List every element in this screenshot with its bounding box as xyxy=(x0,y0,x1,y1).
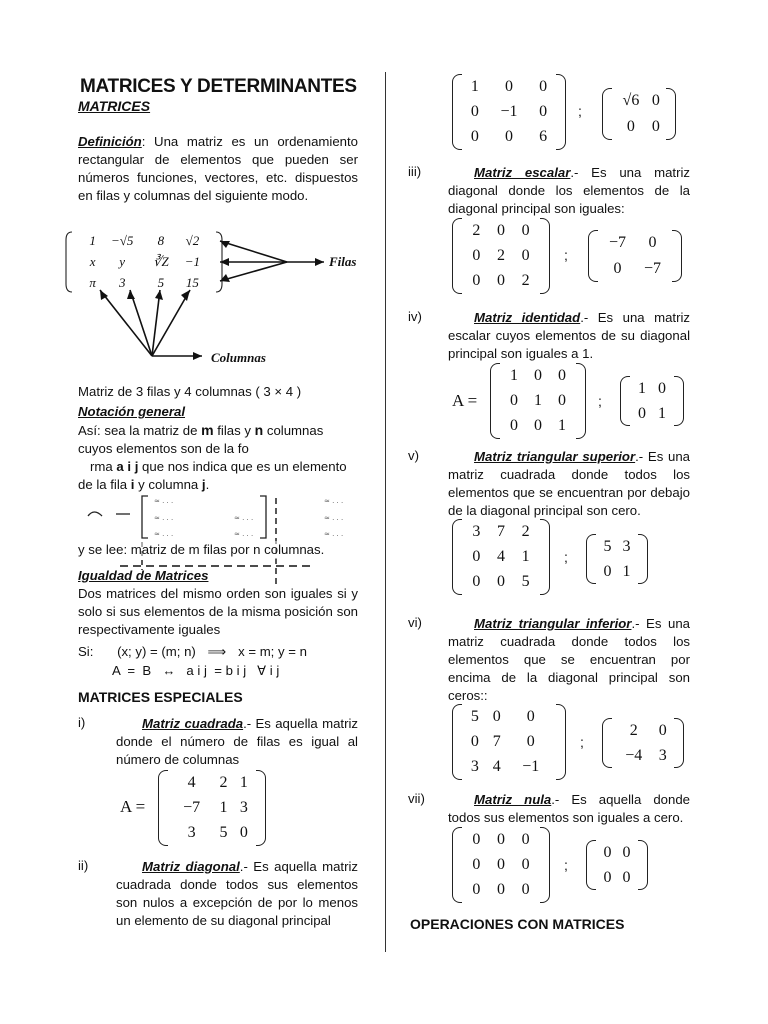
cell: 7 xyxy=(492,732,501,750)
size-text: Matriz de 3 filas y 4 columnas ( 3 × 4 ) xyxy=(78,384,302,399)
svg-text:≈ . . .: ≈ . . . xyxy=(324,530,344,538)
example-matrix-table xyxy=(86,230,208,294)
notation-line-4 xyxy=(78,476,358,494)
example-matrix xyxy=(74,230,220,294)
cell: 3 xyxy=(470,758,479,776)
cell: 0 xyxy=(472,272,481,290)
cell: 0 xyxy=(534,366,542,384)
cell: 2 xyxy=(472,221,481,239)
si-label: Si: xyxy=(78,644,94,659)
cell: 0 xyxy=(496,881,505,899)
cell: −1 xyxy=(522,758,540,776)
item-v-description: .- Es una matriz cuadrada donde todos los elementos que se encuentran por debajo de la diagonal principal son cero. xyxy=(448,449,691,518)
item-ii-term: Matriz diagonal xyxy=(142,859,240,874)
cell: 4 xyxy=(496,547,505,565)
cell: 1 xyxy=(510,366,518,384)
item-vi-number: vi) xyxy=(408,615,422,630)
cell: 4 xyxy=(492,758,501,776)
item-vi-term: Matriz triangular inferior xyxy=(474,616,632,631)
cell: 3 xyxy=(658,746,667,764)
item-iv-description: .- Es una matriz escalar cuyos elementos de su diagonal principal son iguales a 1. xyxy=(448,310,691,361)
cell: 0 xyxy=(658,379,666,397)
matrix-diagonal xyxy=(452,74,566,150)
notation-paragraph xyxy=(78,421,358,494)
definition-term: Definición xyxy=(78,134,142,149)
cell: 0 xyxy=(472,547,481,565)
separator: ; xyxy=(578,103,582,119)
matrix-triangular-superior-2x2 xyxy=(586,534,648,584)
cell: 5 xyxy=(603,537,612,555)
cell: √6 xyxy=(622,92,640,109)
cell: 0 xyxy=(651,118,660,135)
cell: 8 xyxy=(157,232,165,248)
matrix-escalar-2x2 xyxy=(588,230,682,282)
cell: 0 xyxy=(603,868,612,886)
cell: 5 xyxy=(521,573,530,591)
cell: 0 xyxy=(521,830,530,848)
special-heading: MATRICES ESPECIALES xyxy=(78,689,243,705)
cell: 0 xyxy=(613,260,622,277)
item-vi-text xyxy=(448,615,690,705)
cell: 0 xyxy=(496,272,505,290)
text: Así: sea la matriz de xyxy=(78,423,202,438)
cell: π xyxy=(89,275,96,291)
cell: 0 xyxy=(492,707,501,725)
matrix-cuadrada xyxy=(158,770,266,846)
item-i-number: i) xyxy=(78,715,86,730)
cell: 2 xyxy=(521,272,530,290)
item-ii-text xyxy=(116,858,358,930)
item-ii-description: .- Es aquella matriz cuadrada donde todos sus elementos son nulos a excepción de por lo menos un elemento de su diagonal principal xyxy=(116,859,359,928)
separator: ; xyxy=(580,734,584,750)
symbol-j: j xyxy=(201,477,206,492)
cell: 0 xyxy=(521,221,530,239)
svg-text:≈ . . .: ≈ . . . xyxy=(154,530,174,538)
cell: 0 xyxy=(472,881,481,899)
cell: −4 xyxy=(625,746,643,764)
item-vii-description: .- Es aquella donde todos sus elementos son iguales a cero. xyxy=(448,792,691,825)
cell: 2 xyxy=(496,246,505,264)
text: y columna xyxy=(134,477,202,492)
text: que nos indica que es un elemento xyxy=(138,459,347,474)
cell: 0 xyxy=(526,732,535,750)
item-iii-term: Matriz escalar xyxy=(474,165,571,180)
cell: −1 xyxy=(500,102,518,120)
cell: 0 xyxy=(510,417,518,435)
notation-line-3 xyxy=(78,458,358,476)
cell: 0 xyxy=(472,830,481,848)
cell: −7 xyxy=(608,234,627,251)
cell: ∛Z xyxy=(153,253,169,269)
implies-icon: ⟹ xyxy=(207,644,227,659)
notation-line-2: cuyos elementos son de la fo xyxy=(78,441,249,456)
matrix-triangular-superior xyxy=(452,519,550,595)
cell: 2 xyxy=(219,773,228,791)
cell: 0 xyxy=(472,855,481,873)
matrix-nula-2x2 xyxy=(586,840,648,890)
column-divider xyxy=(385,72,386,952)
item-i-term: Matriz cuadrada xyxy=(142,716,244,731)
symbol-n: n xyxy=(254,422,264,438)
cell: 0 xyxy=(496,573,505,591)
cell: 2 xyxy=(521,522,530,540)
cell: 0 xyxy=(558,366,566,384)
symbol-i: i xyxy=(130,477,135,492)
cell: 0 xyxy=(558,391,566,409)
cell: 7 xyxy=(496,522,505,540)
notation-line-1 xyxy=(78,421,358,440)
cell: 0 xyxy=(504,128,513,146)
svg-text:≈ . . .: ≈ . . . xyxy=(154,497,174,505)
text: filas y xyxy=(213,423,255,438)
cell: 1 xyxy=(558,417,566,435)
cell: 0 xyxy=(626,118,635,135)
cell: 5 xyxy=(470,707,479,725)
svg-text:≈ . . .: ≈ . . . xyxy=(324,497,344,505)
item-i-text xyxy=(116,715,358,769)
cell: y xyxy=(119,253,126,269)
item-ii-number: ii) xyxy=(78,858,89,873)
svg-text:≈ . . .: ≈ . . . xyxy=(154,514,174,522)
item-i-description: .- Es aquella matriz donde el número de filas es igual al número de columnas xyxy=(116,716,358,767)
separator: ; xyxy=(564,857,568,873)
text: . xyxy=(205,477,210,492)
matrix-identidad-2x2 xyxy=(620,376,684,426)
cell: −7 xyxy=(183,798,201,816)
matrix-diagonal-2x2 xyxy=(602,88,676,140)
cell: √2 xyxy=(185,232,200,248)
cell: 0 xyxy=(539,102,548,120)
cell: 0 xyxy=(504,77,513,95)
text: columnas xyxy=(263,423,324,438)
page-title: MATRICES Y DETERMINANTES xyxy=(80,76,357,97)
cell: 1 xyxy=(239,773,248,791)
separator: ; xyxy=(564,549,568,565)
item-v-term: Matriz triangular superior xyxy=(474,449,636,464)
cell: 1 xyxy=(534,391,542,409)
cell: x xyxy=(89,253,96,269)
cell: 0 xyxy=(239,824,248,842)
item-iv-text xyxy=(448,309,690,363)
cell: 0 xyxy=(521,855,530,873)
matrix-identidad xyxy=(490,363,586,439)
cell: 0 xyxy=(496,830,505,848)
text: de la fila xyxy=(78,477,131,492)
cell: 0 xyxy=(496,221,505,239)
item-iv-number: iv) xyxy=(408,309,422,324)
columns-label: Columnas xyxy=(211,350,266,365)
svg-text:≈ . . .: ≈ . . . xyxy=(234,530,254,538)
cell: 0 xyxy=(658,721,667,739)
section-subtitle: MATRICES xyxy=(78,98,151,114)
rows-label: Filas xyxy=(329,254,357,269)
cell: 1 xyxy=(658,404,666,422)
notation-heading: Notación general xyxy=(78,404,185,419)
item-vii-term: Matriz nula xyxy=(474,792,552,807)
cell: 0 xyxy=(526,707,535,725)
cell: 0 xyxy=(521,881,530,899)
item-i-A: A = xyxy=(120,797,146,816)
symbol-m: m xyxy=(201,422,214,438)
cell: 6 xyxy=(539,128,548,146)
cell: 0 xyxy=(470,128,479,146)
definition-text: : Una matriz es un ordenamiento rectangular de elementos que pueden ser números funciones, vectores, etc. dispuestos en filas y columnas del siguiente modo. xyxy=(78,134,358,203)
cell: 0 xyxy=(539,77,548,95)
cell: 4 xyxy=(187,773,196,791)
operations-heading: OPERACIONES CON MATRICES xyxy=(410,916,625,932)
cell: 0 xyxy=(496,855,505,873)
cell: 0 xyxy=(470,732,479,750)
matrix-nula xyxy=(452,827,550,903)
text: rma xyxy=(90,459,117,474)
item-iv-A: A = xyxy=(452,391,478,410)
cell: 5 xyxy=(219,824,228,842)
cell: 0 xyxy=(622,868,631,886)
cell: 2 xyxy=(629,721,638,739)
separator: ; xyxy=(598,393,602,409)
cell: 0 xyxy=(603,562,612,580)
item-iii-number: iii) xyxy=(408,164,422,179)
cell: 0 xyxy=(510,391,518,409)
cell: 15 xyxy=(185,275,199,291)
svg-text:≈ . . .: ≈ . . . xyxy=(234,514,254,522)
equality-text: Dos matrices del mismo orden son iguales si y solo si sus elementos de la misma posición son respectivamente iguales xyxy=(78,586,358,637)
equality-heading: Igualdad de Matrices xyxy=(78,568,209,583)
cell: 0 xyxy=(534,417,542,435)
cell: 1 xyxy=(89,232,96,248)
equality-line-2: A = B ↔ a i j = b i j ∀ i j xyxy=(112,663,280,678)
symbol-aij: a i j xyxy=(116,459,139,474)
cell: 0 xyxy=(651,92,660,109)
cell: 3 xyxy=(118,275,126,291)
separator: ; xyxy=(564,247,568,263)
cell: 5 xyxy=(157,275,165,291)
cell: 1 xyxy=(521,547,530,565)
result: x = m; y = n xyxy=(238,644,307,659)
cell: 0 xyxy=(472,573,481,591)
cell: 0 xyxy=(472,246,481,264)
item-iii-text xyxy=(448,164,690,218)
cell: 0 xyxy=(470,102,479,120)
matrix-escalar xyxy=(452,218,550,294)
cell: 0 xyxy=(638,404,646,422)
cell: −7 xyxy=(643,260,662,277)
svg-text:≈ . . .: ≈ . . . xyxy=(324,514,344,522)
item-v-number: v) xyxy=(408,448,419,463)
cell: 1 xyxy=(219,798,228,816)
equality-condition xyxy=(78,643,358,661)
example-matrix-figure xyxy=(62,226,362,366)
condition: (x; y) = (m; n) xyxy=(117,644,196,659)
item-v-text xyxy=(448,448,690,520)
matrix-triangular-inferior-2x2 xyxy=(602,718,684,768)
cell: 1 xyxy=(470,77,479,95)
item-iv-term: Matriz identidad xyxy=(474,310,581,325)
definition-paragraph xyxy=(78,133,358,205)
cell: 0 xyxy=(648,234,657,251)
cell: 1 xyxy=(638,379,646,397)
cell: 3 xyxy=(239,798,248,816)
item-vi-description: .- Es una matriz cuadrada donde todos los elementos que se encuentran por encima de la diagonal principal son ceros:: xyxy=(448,616,690,703)
cell: 0 xyxy=(622,843,631,861)
cell: 1 xyxy=(622,562,631,580)
cell: 3 xyxy=(472,522,481,540)
matrix-triangular-inferior xyxy=(452,704,566,780)
cell: 3 xyxy=(187,824,196,842)
item-iii-description: .- Es una matriz diagonal donde los elementos de la diagonal principal son iguales: xyxy=(448,165,690,216)
cell: 0 xyxy=(603,843,612,861)
item-vii-text xyxy=(448,791,690,827)
cell: −1 xyxy=(184,253,201,269)
cell: 3 xyxy=(622,537,631,555)
cell: −√5 xyxy=(110,232,134,248)
cell: 0 xyxy=(521,246,530,264)
read-as-text: y se lee: matriz de m filas por n columnas. xyxy=(78,542,325,557)
item-vii-number: vii) xyxy=(408,791,425,806)
